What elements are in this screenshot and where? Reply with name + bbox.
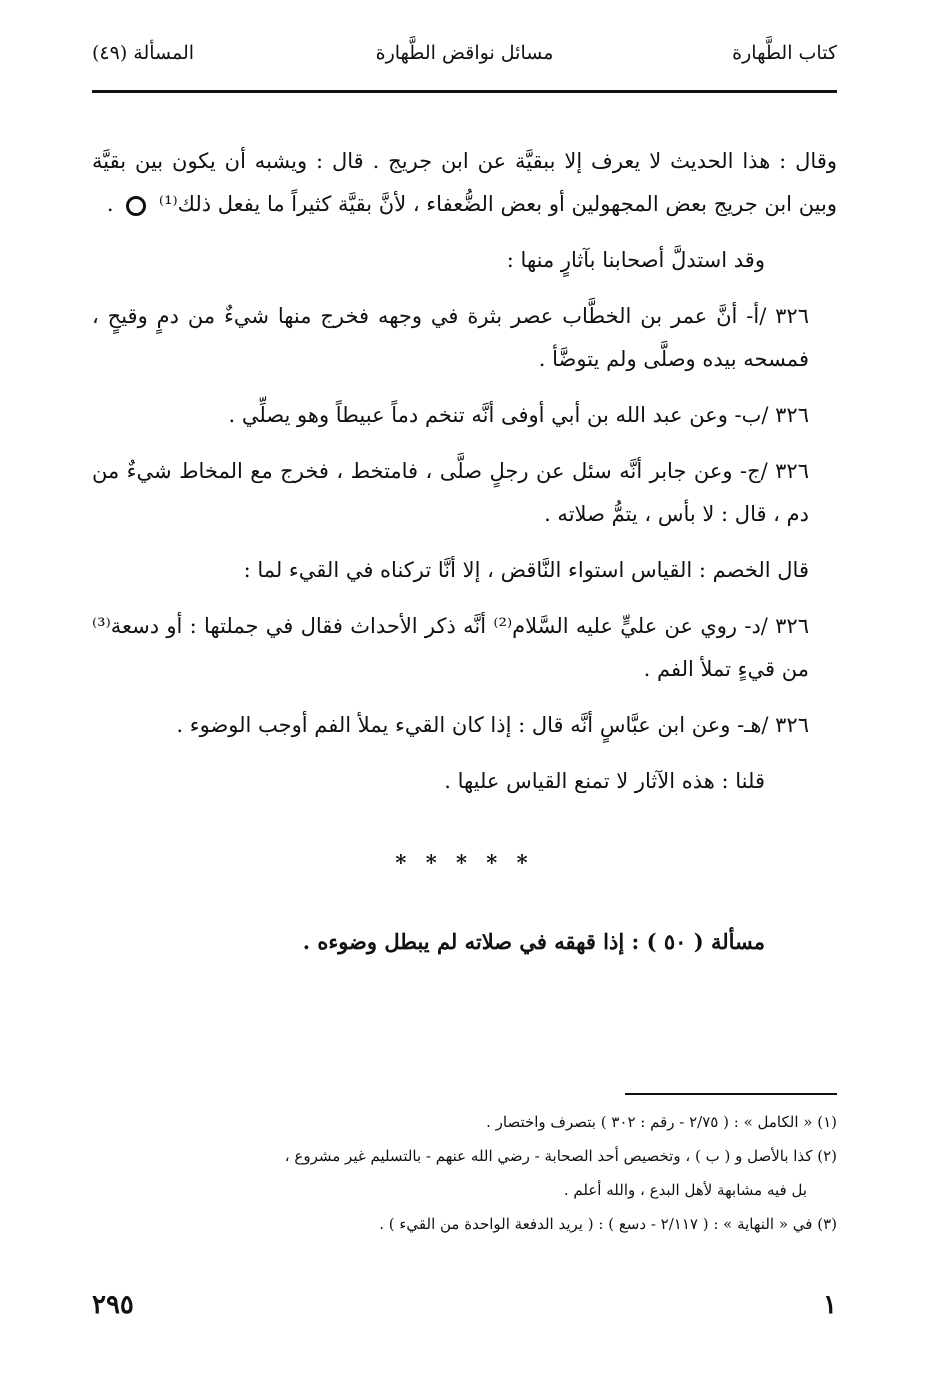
page xyxy=(92,0,837,1389)
athar-paragraph: ٣٢٦ /ب- وعن عبد الله بن أبي أوفى أنَّه تنخم دماً عبيطاً وهو يصلِّي . xyxy=(228,403,809,427)
footnote-2: (٢) كذا بالأصل و ( ب ) ، وتخصيص أحد الصحابة - رضي الله عنهم - بالتسليم غير مشروع ، xyxy=(284,1147,837,1165)
athar-paragraph: ٣٢٦ /أ- أنَّ عمر بن الخطَّاب عصر بثرة في وجهه فخرج منها شيءٌ من دمٍ وقيحٍ ، فمسحه بيده وصلَّى ولم يتوضَّأ . xyxy=(92,304,809,371)
main-text xyxy=(92,140,837,976)
footnotes xyxy=(92,1105,837,1241)
athar-paragraph: ٣٢٦ /ج- وعن جابر أنَّه سئل عن رجلٍ صلَّى ، فامتخط ، فخرج مع المخاط شيءٌ من دم ، قال : لا بأس ، يتمُّ صلاته . xyxy=(92,459,809,526)
paragraph: وقال : هذا الحديث لا يعرف إلا ببقيَّة عن ابن جريج . قال : ويشبه أن يكون بين بقيَّة وبين ابن جريج بعض المجهولين أو بعض الضُّعفاء ، لأنَّ بقيَّة كثيراً ما يفعل ذلك⁽¹⁾ . xyxy=(92,149,837,216)
header-divider xyxy=(92,90,837,93)
header-book-title: كتاب الطَّهارة xyxy=(732,42,837,64)
signature-number: ١ xyxy=(823,1290,837,1320)
header-chapter-title: مسائل نواقض الطَّهارة xyxy=(375,42,554,64)
end-of-quote-circle-icon xyxy=(126,196,146,216)
footnote-3: (٣) في « النهاية » : ( ٢/١١٧ - دسع ) : ( يريد الدفعة الواحدة من القيء ) . xyxy=(379,1215,837,1233)
paragraph: وقد استدلَّ أصحابنا بآثارٍ منها : xyxy=(506,248,765,272)
athar-paragraph: ٣٢٦ /د- روي عن عليٍّ عليه السَّلام⁽²⁾ أنَّه ذكر الأحداث فقال في جملتها : أو دسعة⁽³⁾ من قيءٍ تملأ الفم . xyxy=(92,614,809,681)
header-issue-number: المسألة (٤٩) xyxy=(92,42,195,64)
issue-heading: مسألة ( ٥٠ ) : إذا قهقه في صلاته لم يبطل وضوءه . xyxy=(302,929,765,954)
footnote-1: (١) « الكامل » : ( ٢/٧٥ - رقم : ٣٠٢ ) بتصرف واختصار . xyxy=(486,1113,837,1131)
athar-paragraph: ٣٢٦ /هـ- وعن ابن عبَّاسٍ أنَّه قال : إذا كان القيء يملأ الفم أوجب الوضوء . xyxy=(176,713,809,737)
paragraph: قلنا : هذه الآثار لا تمنع القياس عليها . xyxy=(444,769,765,793)
footnote-divider xyxy=(625,1093,837,1095)
running-header xyxy=(92,42,837,82)
section-divider-stars: * * * * * xyxy=(395,850,534,875)
footnote-2-continued: بل فيه مشابهة لأهل البدع ، والله أعلم . xyxy=(563,1181,807,1199)
paragraph: قال الخصم : القياس استواء النَّاقض ، إلا أنَّا تركناه في القيء لما : xyxy=(243,558,809,582)
page-number: ٢٩٥ xyxy=(92,1290,134,1320)
